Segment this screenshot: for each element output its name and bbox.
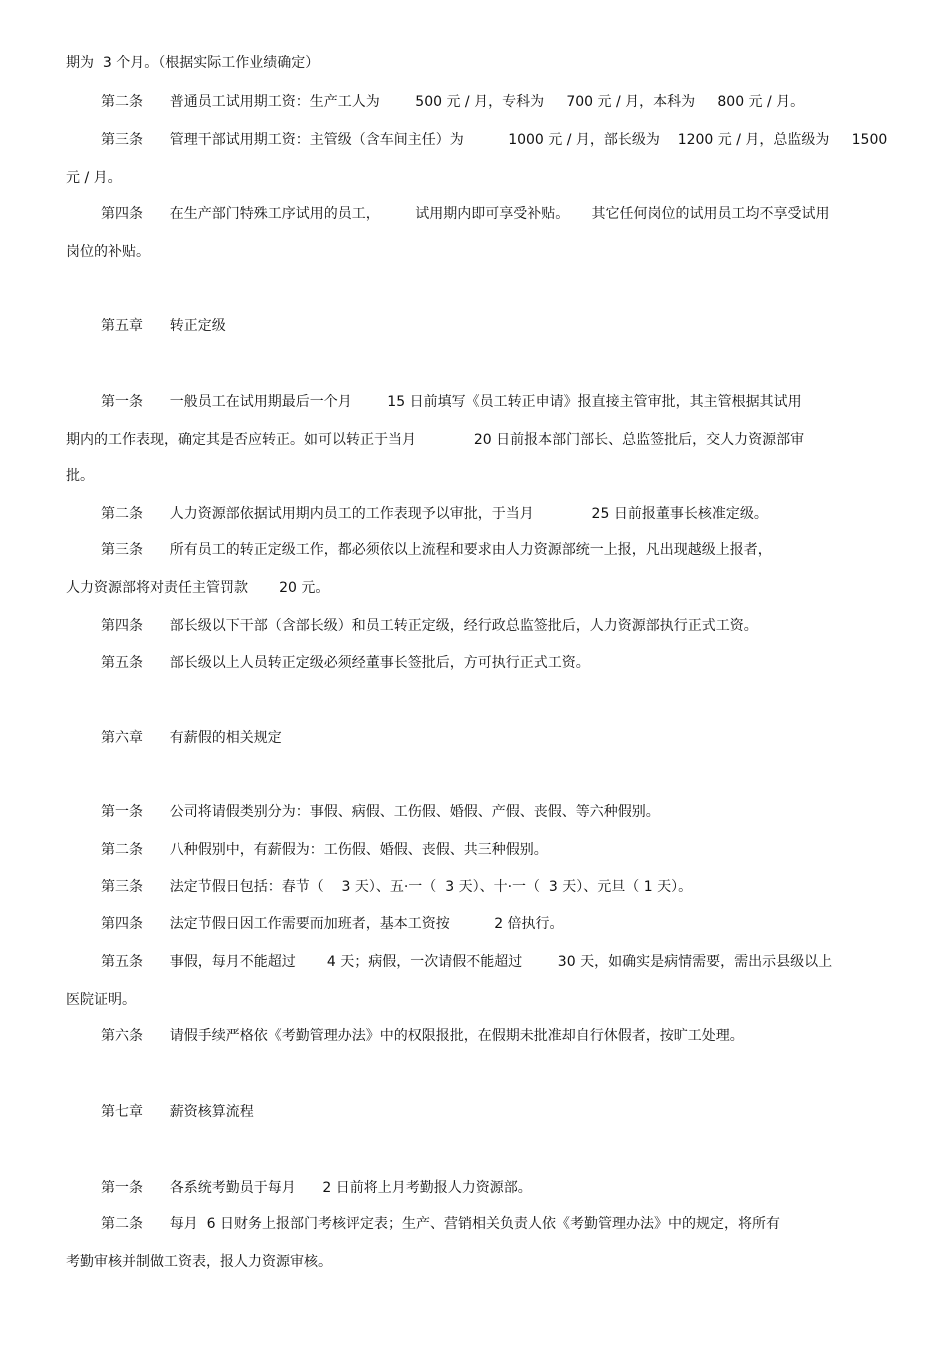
text-line: 第一条 各系统考勤员于每月 2 日前将上月考勤报人力资源部。 — [101, 1180, 532, 1196]
text-line: 第六条 请假手续严格依《考勤管理办法》中的权限报批，在假期未批准却自行休假者，按旷工处理。 — [101, 1028, 744, 1044]
text-line: 第二条 每月 6 日财务上报部门考核评定表；生产、营销相关负责人依《考勤管理办法》中的规定，将所有 — [101, 1216, 780, 1232]
chapter-heading: 第六章 有薪假的相关规定 — [101, 730, 282, 746]
text-line: 第二条 八种假别中，有薪假为：工伤假、婚假、丧假、共三种假别。 — [101, 842, 548, 858]
text-line: 第五条 部长级以上人员转正定级必须经董事长签批后，方可执行正式工资。 — [101, 655, 590, 671]
text-line: 第三条 所有员工的转正定级工作，都必须依以上流程和要求由人力资源部统一上报，凡出现越级上报者， — [101, 542, 772, 558]
chapter-heading: 第七章 薪资核算流程 — [101, 1104, 254, 1120]
text-line: 第一条 一般员工在试用期最后一个月 15 日前填写《员工转正申请》报直接主管审批，其主管根据其试用 — [101, 394, 802, 410]
text-line: 人力资源部将对责任主管罚款 20 元。 — [66, 580, 330, 596]
text-line: 岗位的补贴。 — [66, 244, 150, 260]
text-line: 第三条 管理干部试用期工资：主管级（含车间主任）为 1000 元 / 月，部长级为 1200 元 / 月，总监级为 1500 — [101, 132, 888, 148]
text-line: 期内的工作表现，确定其是否应转正。如可以转正于当月 20 日前报本部门部长、总监签批后，交人力资源部审 — [66, 432, 805, 448]
chapter-heading: 第五章 转正定级 — [101, 318, 226, 334]
text-line: 第四条 在生产部门特殊工序试用的员工， 试用期内即可享受补贴。 其它任何岗位的试用员工均不享受试用 — [101, 206, 830, 222]
text-line: 第四条 法定节假日因工作需要而加班者，基本工资按 2 倍执行。 — [101, 916, 564, 932]
text-line: 第三条 法定节假日包括：春节（ 3 天）、五·一（ 3 天）、十·一（ 3 天）、元旦（ 1 天）。 — [101, 879, 693, 895]
text-line: 第一条 公司将请假类别分为：事假、病假、工伤假、婚假、产假、丧假、等六种假别。 — [101, 804, 660, 820]
text-line: 第五条 事假，每月不能超过 4 天；病假，一次请假不能超过 30 天，如确实是病情需要，需出示县级以上 — [101, 954, 833, 970]
text-line: 第四条 部长级以下干部（含部长级）和员工转正定级，经行政总监签批后，人力资源部执行正式工资。 — [101, 618, 758, 634]
text-line: 批。 — [66, 468, 94, 484]
text-line: 第二条 人力资源部依据试用期内员工的工作表现予以审批，于当月 25 日前报董事长核准定级。 — [101, 506, 768, 522]
text-line: 元 / 月。 — [66, 170, 122, 186]
text-line: 考勤审核并制做工资表，报人力资源审核。 — [66, 1254, 332, 1270]
text-line: 医院证明。 — [66, 992, 136, 1008]
text-line: 期为 3 个月。（根据实际工作业绩确定） — [66, 55, 320, 71]
text-line: 第二条 普通员工试用期工资：生产工人为 500 元 / 月，专科为 700 元 / 月，本科为 800 元 / 月。 — [101, 94, 805, 110]
